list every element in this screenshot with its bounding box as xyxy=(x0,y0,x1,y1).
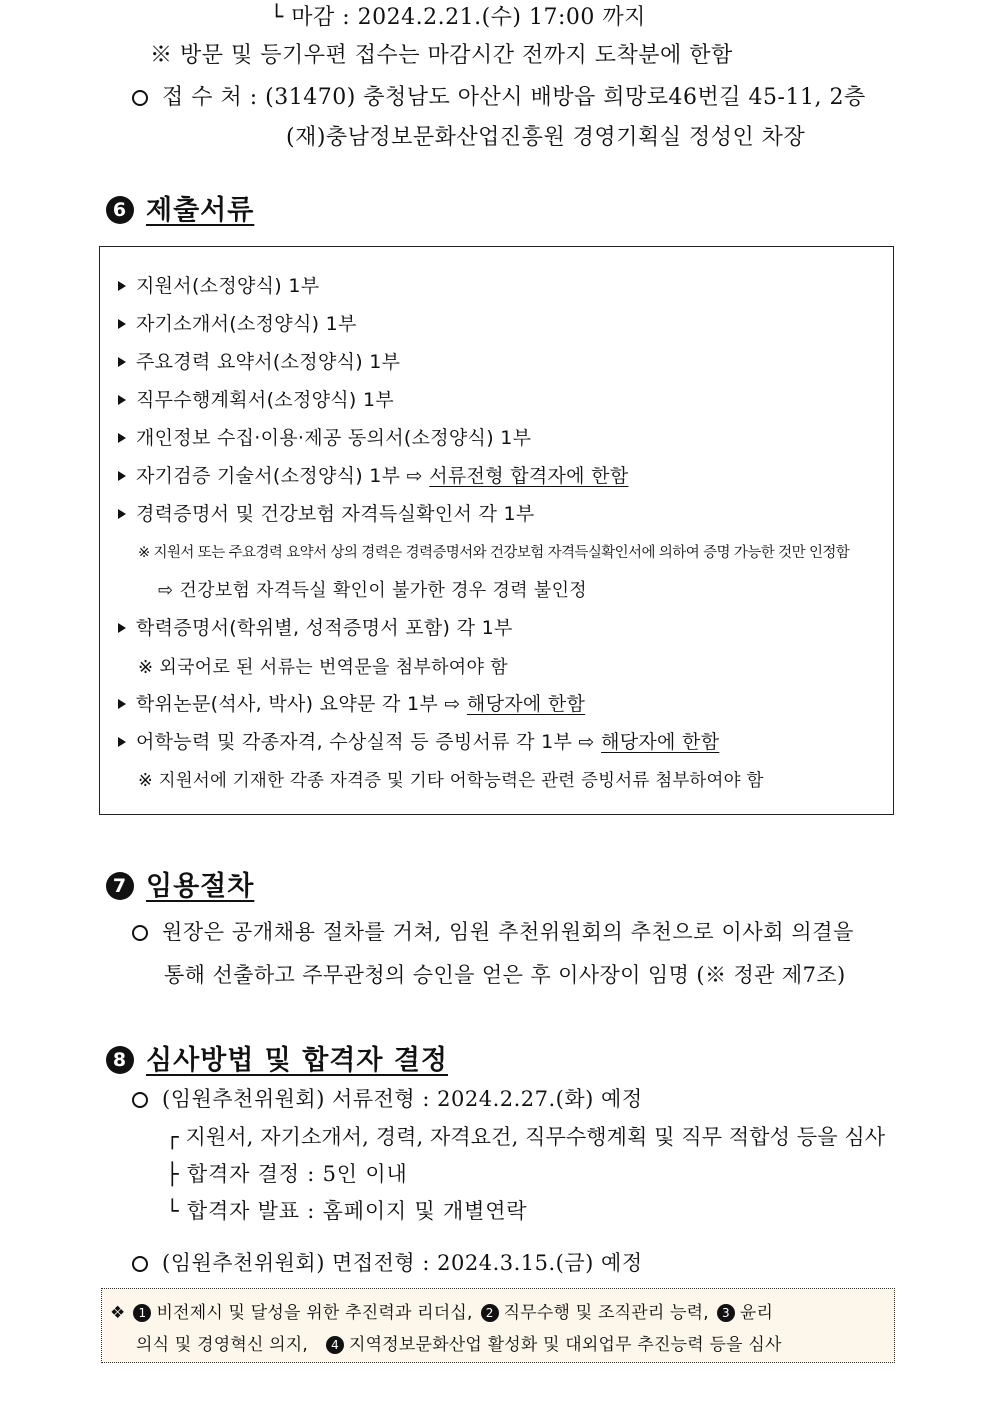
section-7-number: 7 xyxy=(106,872,134,900)
triangle-bullet-icon xyxy=(118,737,126,747)
translate-note: ※ 외국어로 된 서류는 번역문을 첨부하여야 함 xyxy=(138,657,508,678)
circle-bullet-icon xyxy=(132,90,148,106)
section-6-title: 제출서류 xyxy=(146,195,255,226)
section-7-title: 임용절차 xyxy=(146,871,255,902)
section-6-heading xyxy=(106,188,254,227)
triangle-bullet-icon xyxy=(118,509,126,519)
triangle-bullet-icon xyxy=(118,319,126,329)
interview-screening: (임원추천위원회) 면접전형 : 2024.3.15.(금) 예정 xyxy=(132,1247,643,1277)
diamond-bullet-icon: ❖ xyxy=(110,1303,126,1323)
triangle-bullet-icon xyxy=(118,471,126,481)
address-line xyxy=(132,80,866,111)
doc-item: 지원서(소정양식) 1부 xyxy=(118,271,319,298)
doc-item: 주요경력 요약서(소정양식) 1부 xyxy=(118,347,400,374)
doc-item: 직무수행계획서(소정양식) 1부 xyxy=(118,385,394,412)
section-6-number: 6 xyxy=(106,196,134,224)
visit-note: ※ 방문 및 등기우편 접수는 마감시간 전까지 도착분에 한함 xyxy=(150,43,733,68)
doc-item: 개인정보 수집·이용·제공 동의서(소정양식) 1부 xyxy=(118,423,531,450)
section-7-heading xyxy=(106,864,254,903)
triangle-bullet-icon xyxy=(118,433,126,443)
career-note: ※ 지원서 또는 주요경력 요약서 상의 경력은 경력증명서와 건강보험 자격득실확인서에 의하여 증명 가능한 것만 인정함 xyxy=(138,545,850,561)
triangle-bullet-icon xyxy=(118,395,126,405)
certs-note: ※ 지원서에 기재한 각종 자격증 및 기타 어학능력은 관련 증빙서류 첨부하여야 함 xyxy=(138,771,764,791)
career-note-2: ⇨ 건강보험 자격득실 확인이 불가한 경우 경력 불인정 xyxy=(158,580,587,601)
criteria-line-1: ❖ 1 비전제시 및 달성을 위한 추진력과 리더십, 2 직무수행 및 조직관리 능력, 3 윤리 xyxy=(110,1303,774,1323)
triangle-bullet-icon xyxy=(118,699,126,709)
address-line-2: (재)충남정보문화산업진흥원 경영기획실 정성인 차장 xyxy=(286,125,806,150)
triangle-bullet-icon xyxy=(118,357,126,367)
doc-item: 학력증명서(학위별, 성적증명서 포함) 각 1부 xyxy=(118,613,513,640)
address-text: 접 수 처 : (31470) 충청남도 아산시 배방읍 희망로46번길 45-11, 2층 xyxy=(162,85,866,110)
triangle-bullet-icon xyxy=(118,281,126,291)
screening-detail-1: ┌ 지원서, 자기소개서, 경력, 자격요건, 직무수행계획 및 직무 적합성 등을 심사 xyxy=(166,1125,886,1149)
doc-item: 경력증명서 및 건강보험 자격득실확인서 각 1부 xyxy=(118,499,535,526)
criterion-number-4: 4 xyxy=(326,1336,344,1354)
doc-item: 어학능력 및 각종자격, 수상실적 등 증빙서류 각 1부 ⇨ 해당자에 한함 xyxy=(118,727,719,754)
section-8-heading xyxy=(106,1038,448,1077)
appointment-line-2: 통해 선출하고 주무관청의 승인을 얻은 후 이사장이 임명 (※ 정관 제7조) xyxy=(164,963,846,987)
circle-bullet-icon xyxy=(132,925,148,941)
criterion-number-3: 3 xyxy=(717,1304,735,1322)
circle-bullet-icon xyxy=(132,1256,148,1272)
screening-detail-3: └ 합격자 발표 : 홈페이지 및 개별연락 xyxy=(166,1199,528,1223)
section-8-number: 8 xyxy=(106,1046,134,1074)
criteria-line-2: 의식 및 경영혁신 의지, 4 지역정보문화산업 활성화 및 대외업무 추진능력 등을 심사 xyxy=(136,1335,782,1355)
deadline-line: └ 마감 : 2024.2.21.(수) 17:00 까지 xyxy=(270,5,646,30)
screening-detail-2: ├ 합격자 결정 : 5인 이내 xyxy=(166,1162,408,1186)
circle-bullet-icon xyxy=(132,1092,148,1108)
doc-item: 학위논문(석사, 박사) 요약문 각 1부 ⇨ 해당자에 한함 xyxy=(118,689,585,716)
appointment-line-1: 원장은 공개채용 절차를 거쳐, 임원 추천위원회의 추천으로 이사회 의결을 xyxy=(132,916,854,946)
section-8-title: 심사방법 및 합격자 결정 xyxy=(146,1045,449,1076)
doc-item: 자기소개서(소정양식) 1부 xyxy=(118,309,357,336)
document-screening: (임원추천위원회) 서류전형 : 2024.2.27.(화) 예정 xyxy=(132,1083,643,1113)
criterion-number-1: 1 xyxy=(133,1304,151,1322)
doc-item: 자기검증 기술서(소정양식) 1부 ⇨ 서류전형 합격자에 한함 xyxy=(118,461,628,488)
triangle-bullet-icon xyxy=(118,623,126,633)
criterion-number-2: 2 xyxy=(481,1304,499,1322)
